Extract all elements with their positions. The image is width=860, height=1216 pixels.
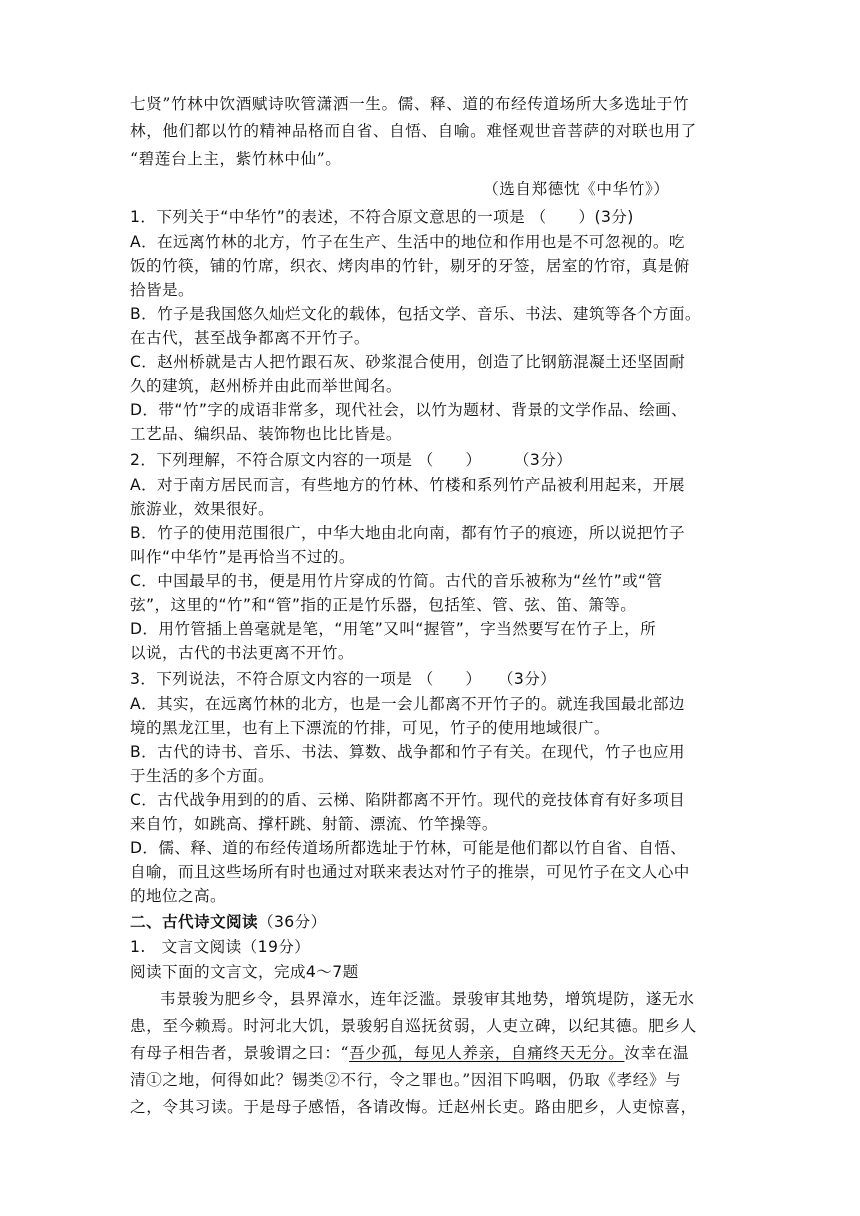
- classical-text-segment: 有母子相告者，景骏谓之曰：: [130, 1044, 341, 1062]
- question-3-option-a: 境的黑龙江里，也有上下漂流的竹排，可见，竹子的使用地域很广。: [130, 719, 610, 737]
- question-3-option-c: C．古代战争用到的的盾、云梯、陷阱都离不开竹。现代的竞技体育有好多项目: [130, 791, 686, 809]
- question-2-option-b: 叫作“中华竹”是再恰当不过的。: [130, 548, 355, 566]
- reading-instruction: 阅读下面的文言文，完成4～7题: [130, 963, 359, 981]
- underlined-sentence: 吾少孤，每见人养亲，自痛终天无分。: [349, 1044, 625, 1062]
- question-1-option-a: 饭的竹筷，铺的竹席，织衣、烤肉串的竹针，剔牙的牙签，居室的竹帘，真是俯: [130, 257, 690, 275]
- question-2-option-d: D．用竹管插上兽毫就是笔，“用笔”又叫“握管”，字当然要写在竹子上，所: [130, 620, 657, 638]
- question-2-option-d: 以说，古代的书法更离不开竹。: [130, 644, 354, 662]
- passage-line: 七贤”竹林中饮酒赋诗吹管潇洒一生。儒、释、道的布经传道场所大多选址于竹: [130, 95, 690, 113]
- classical-text-line: 之，令其习读。于是母子感悟，各请改悔。迁赵州长吏。路由肥乡，人吏惊喜，: [130, 1098, 697, 1116]
- question-1-stem: 1．下列关于“中华竹”的表述，不符合原文意思的一项是 （ ）(3分): [130, 208, 634, 226]
- passage-source: （选自郑德忱《中华竹》）: [483, 180, 670, 198]
- question-3-option-c: 来自竹，如跳高、撑杆跳、射箭、漂流、竹竿操等。: [130, 815, 498, 833]
- classical-text-line: [130, 1041, 734, 1065]
- quote-mark: “: [340, 1044, 350, 1062]
- question-2-option-c: 弦”，这里的“竹”和“管”指的正是竹乐器，包括笙、管、弦、笛、箫等。: [130, 596, 637, 614]
- classical-text-line: 患，至今赖焉。时河北大饥，景骏躬自巡抚贫弱，人吏立碑，以纪其德。肥乡人: [130, 1017, 697, 1035]
- question-1-option-b: B．竹子是我国悠久灿烂文化的载体，包括文学、音乐、书法、建筑等各个方面。: [130, 305, 701, 323]
- passage-line: “碧莲台上主，紫竹林中仙”。: [130, 150, 342, 168]
- question-2-stem: 2．下列理解，不符合原文内容的一项是 （ ） （3分）: [130, 451, 573, 469]
- question-3-option-d: 自喻，而且这些场所有时也通过对联来表达对竹子的推崇，可见竹子在文人心中: [130, 863, 690, 881]
- question-3-stem: 3．下列说法，不符合原文内容的一项是 （ ） （3分）: [130, 670, 557, 688]
- section-heading-score: （36分）: [257, 913, 327, 931]
- subsection-heading: 1. 文言文阅读（19分）: [130, 938, 311, 956]
- classical-text-line: 清①之地，何得如此？锡类②不行，令之罪也。”因泪下呜咽，仍取《孝经》与: [130, 1071, 682, 1089]
- passage-line: 林，他们都以竹的精神品格而自省、自悟、自喻。难怪观世音菩萨的对联也用了: [130, 122, 697, 140]
- section-heading: [130, 910, 734, 934]
- question-1-option-d: D．带“竹”字的成语非常多，现代社会，以竹为题材、背景的文学作品、绘画、: [130, 401, 688, 419]
- question-3-option-d: 的地位之高。: [130, 887, 226, 905]
- question-1-option-a: A．在远离竹林的北方，竹子在生产、生活中的地位和作用也是不可忽视的。吃: [130, 233, 685, 251]
- question-1-option-c: 久的建筑，赵州桥并由此而举世闻名。: [130, 377, 402, 395]
- section-heading-title: 二、古代诗文阅读: [130, 913, 258, 931]
- classical-text-segment: 汝幸在温: [624, 1044, 690, 1062]
- question-3-option-d: D．儒、释、道的布经传道场所都选址于竹林，可能是他们都以竹自省、自悟、: [130, 839, 687, 857]
- question-3-option-a: A．其实，在远离竹林的北方，也是一会儿都离不开竹子的。就连我国最北部边: [130, 695, 685, 713]
- question-1-option-c: C．赵州桥就是古人把竹跟石灰、砂浆混合使用，创造了比钢筋混凝土还坚固耐: [130, 353, 686, 371]
- question-1-option-b: 在古代，甚至战争都离不开竹子。: [130, 329, 370, 347]
- question-2-option-c: C．中国最早的书，便是用竹片穿成的竹简。古代的音乐被称为“丝竹”或“管: [130, 572, 663, 590]
- classical-text-line: 韦景骏为肥乡令，县界漳水，连年泛滥。景骏审其地势，增筑堤防，遂无水: [160, 990, 695, 1008]
- question-2-option-a: A．对于南方居民而言，有些地方的竹林、竹楼和系列竹产品被利用起来，开展: [130, 476, 685, 494]
- question-3-option-b: 于生活的多个方面。: [130, 767, 274, 785]
- question-3-option-b: B．古代的诗书、音乐、书法、算数、战争都和竹子有关。在现代，竹子也应用: [130, 743, 685, 761]
- question-2-option-b: B．竹子的使用范围很广，中华大地由北向南，都有竹子的痕迹，所以说把竹子: [130, 524, 685, 542]
- question-2-option-a: 旅游业，效果很好。: [130, 500, 274, 518]
- question-1-option-d: 工艺品、编织品、装饰物也比比皆是。: [130, 425, 402, 443]
- question-1-option-a: 拾皆是。: [130, 281, 194, 299]
